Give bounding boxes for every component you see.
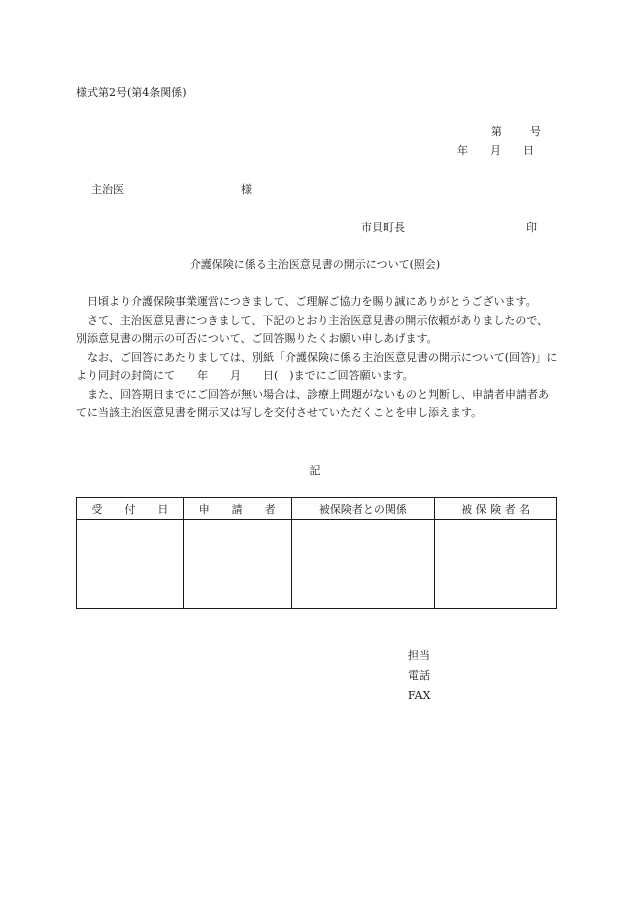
body-paragraph-2: さて、主治医意見書につきまして、下記のとおり主治医意見書の開示依頼がありましたので、別添意見書の開示の可否について、ご回答賜りたくお願い申しあげます。 xyxy=(76,313,549,345)
sender-seal: 印 xyxy=(526,221,537,234)
addressee xyxy=(91,181,252,197)
cell-insured-name xyxy=(435,520,557,609)
table-row xyxy=(77,520,557,609)
body-paragraph-4: また、回答期日までにご回答が無い場合は、診療上問題がないものと判断し、申請者申請者あてに当該主治医意見書を開示又は写しを交付させていただくことを申し添えます。 xyxy=(76,387,549,419)
contact-block xyxy=(408,646,430,706)
date-year-label: 年 xyxy=(457,144,468,157)
contact-person-label: 担当 xyxy=(408,649,430,662)
sender-name: 市貝町長 xyxy=(361,221,405,234)
contact-fax-label: FAX xyxy=(408,689,431,702)
addressee-label: 主治医 xyxy=(91,183,124,196)
ki-heading: 記 xyxy=(309,464,321,477)
cell-applicant xyxy=(183,520,291,609)
header-relationship: 被保険者との関係 xyxy=(291,498,435,520)
body-paragraph-1: 日頃より介護保険事業運営につきまして、ご理解ご協力を賜り誠にありがとうございます。 xyxy=(87,295,537,308)
contact-phone-label: 電話 xyxy=(408,669,430,682)
addressee-honorific: 様 xyxy=(241,183,252,196)
body-paragraph-3: なお、ご回答にあたりましては、別紙「介護保険に係る主治医意見書の開示について(回答)」により同封の封筒にて 年 月 日( )までにご回答願います。 xyxy=(76,350,558,382)
form-number: 様式第2号(第4条関係) xyxy=(76,86,187,99)
date-line xyxy=(457,142,534,158)
header-reception-date: 受 付 日 xyxy=(77,498,184,520)
table-header-row xyxy=(77,498,557,520)
date-day-label: 日 xyxy=(523,144,534,157)
sender xyxy=(361,219,537,235)
date-month-label: 月 xyxy=(490,144,501,157)
header-insured-name: 被 保 険 者 名 xyxy=(435,498,557,520)
body-text xyxy=(76,293,558,423)
request-table xyxy=(76,497,557,609)
number-dai-label: 第 xyxy=(491,125,502,138)
cell-reception-date xyxy=(77,520,184,609)
number-go-label: 号 xyxy=(530,125,541,138)
cell-relationship xyxy=(291,520,435,609)
document-number-line xyxy=(491,123,541,139)
document-title: 介護保険に係る主治医意見書の開示について(照会) xyxy=(189,258,441,271)
header-applicant: 申 請 者 xyxy=(183,498,291,520)
